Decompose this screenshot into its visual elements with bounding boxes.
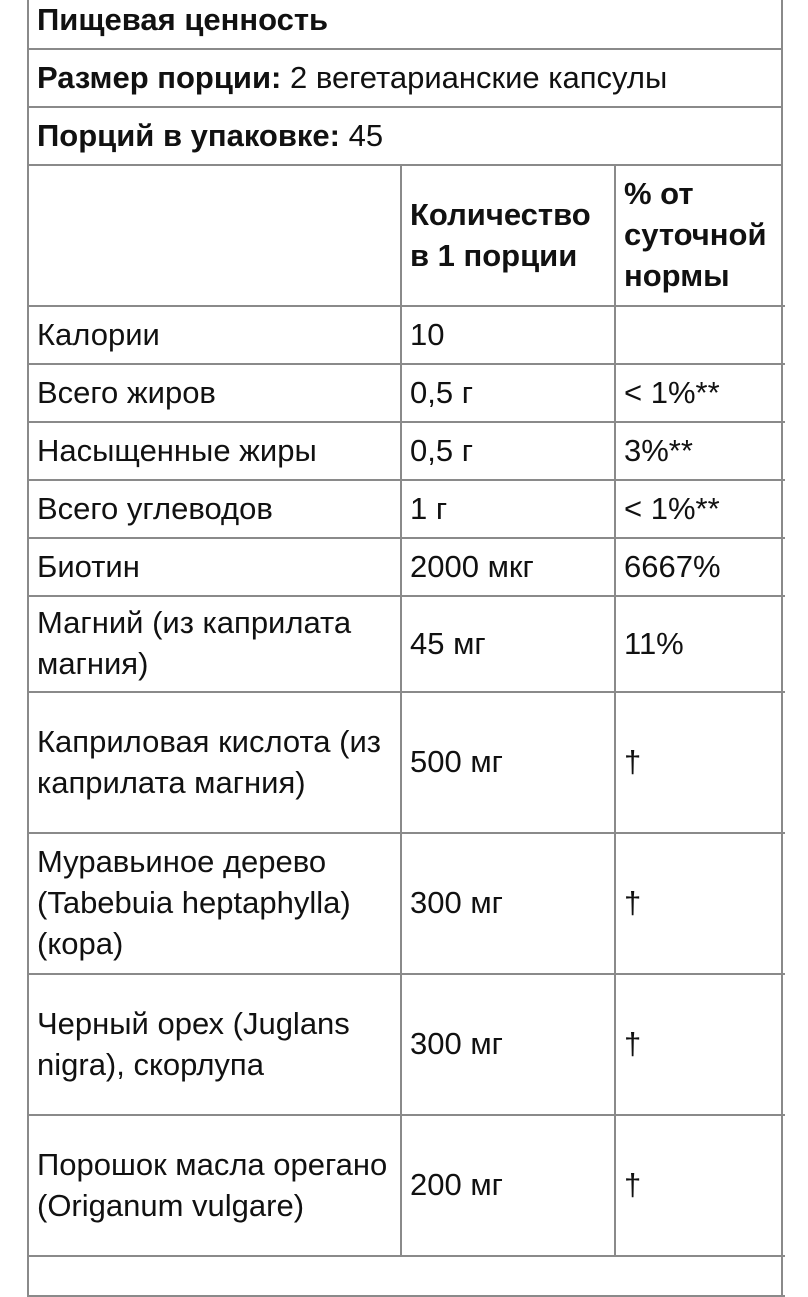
nutrient-amount: 200 мг xyxy=(401,1115,615,1256)
nutrient-daily-value: < 1%** xyxy=(615,480,785,538)
servings-per-container-row xyxy=(29,108,781,166)
serving-size-value: 2 вегетарианские капсулы xyxy=(289,60,668,95)
nutrient-name: Каприловая кислота (из каприлата магния) xyxy=(29,692,401,833)
nutrient-daily-value: 11% xyxy=(615,596,785,692)
nutrient-daily-value: † xyxy=(615,1115,785,1256)
nutrient-amount: 45 мг xyxy=(401,596,615,692)
header-amount-cell: Количество в 1 порции xyxy=(401,166,615,306)
nutrient-daily-value: † xyxy=(615,974,785,1115)
nutrient-amount: 0,5 г xyxy=(401,364,615,422)
nutrient-amount: 2000 мкг xyxy=(401,538,615,596)
nutrient-amount: 500 мг xyxy=(401,692,615,833)
nutrient-amount: 300 мг xyxy=(401,833,615,974)
nutrient-name: Муравьиное дерево (Tabebuia heptaphylla) (кора) xyxy=(29,833,401,974)
nutrient-name: Всего углеводов xyxy=(29,480,401,538)
nutrition-table xyxy=(29,166,785,1297)
nutrient-daily-value: 6667% xyxy=(615,538,785,596)
nutrient-amount: 10 xyxy=(401,306,615,364)
header-daily-value-cell: % от суточной нормы xyxy=(615,166,785,306)
nutrition-facts-panel xyxy=(27,0,783,1297)
servings-per-container-value: 45 xyxy=(348,118,384,153)
nutrient-name: Черный орех (Juglans nigra), скорлупа xyxy=(29,974,401,1115)
table-row xyxy=(29,306,785,364)
serving-size-label: Размер порции: xyxy=(37,60,282,95)
nutrient-amount: 300 мг xyxy=(401,974,615,1115)
nutrient-name: Порошок масла орегано (Origanum vulgare) xyxy=(29,1115,401,1256)
nutrition-title: Пищевая ценность xyxy=(29,0,781,50)
nutrient-daily-value: † xyxy=(615,692,785,833)
servings-per-container-label: Порций в упаковке: xyxy=(37,118,340,153)
nutrient-amount: 1 г xyxy=(401,480,615,538)
table-row xyxy=(29,833,785,974)
nutrient-name: Всего жиров xyxy=(29,364,401,422)
table-row xyxy=(29,974,785,1115)
nutrition-frame xyxy=(27,0,783,1297)
nutrient-amount: 0,5 г xyxy=(401,422,615,480)
nutrient-daily-value xyxy=(615,306,785,364)
table-row xyxy=(29,596,785,692)
nutrient-name: Биотин xyxy=(29,538,401,596)
footnote-cell xyxy=(29,1256,785,1296)
serving-size-row xyxy=(29,50,781,108)
table-footnote-row xyxy=(29,1256,785,1296)
table-row xyxy=(29,364,785,422)
table-row xyxy=(29,1115,785,1256)
nutrient-daily-value: < 1%** xyxy=(615,364,785,422)
nutrient-name: Магний (из каприлата магния) xyxy=(29,596,401,692)
nutrient-name: Калории xyxy=(29,306,401,364)
header-name-cell xyxy=(29,166,401,306)
nutrient-daily-value: † xyxy=(615,833,785,974)
table-row xyxy=(29,480,785,538)
table-row xyxy=(29,538,785,596)
table-row xyxy=(29,422,785,480)
table-row xyxy=(29,692,785,833)
table-header-row xyxy=(29,166,785,306)
nutrient-daily-value: 3%** xyxy=(615,422,785,480)
nutrient-name: Насыщенные жиры xyxy=(29,422,401,480)
